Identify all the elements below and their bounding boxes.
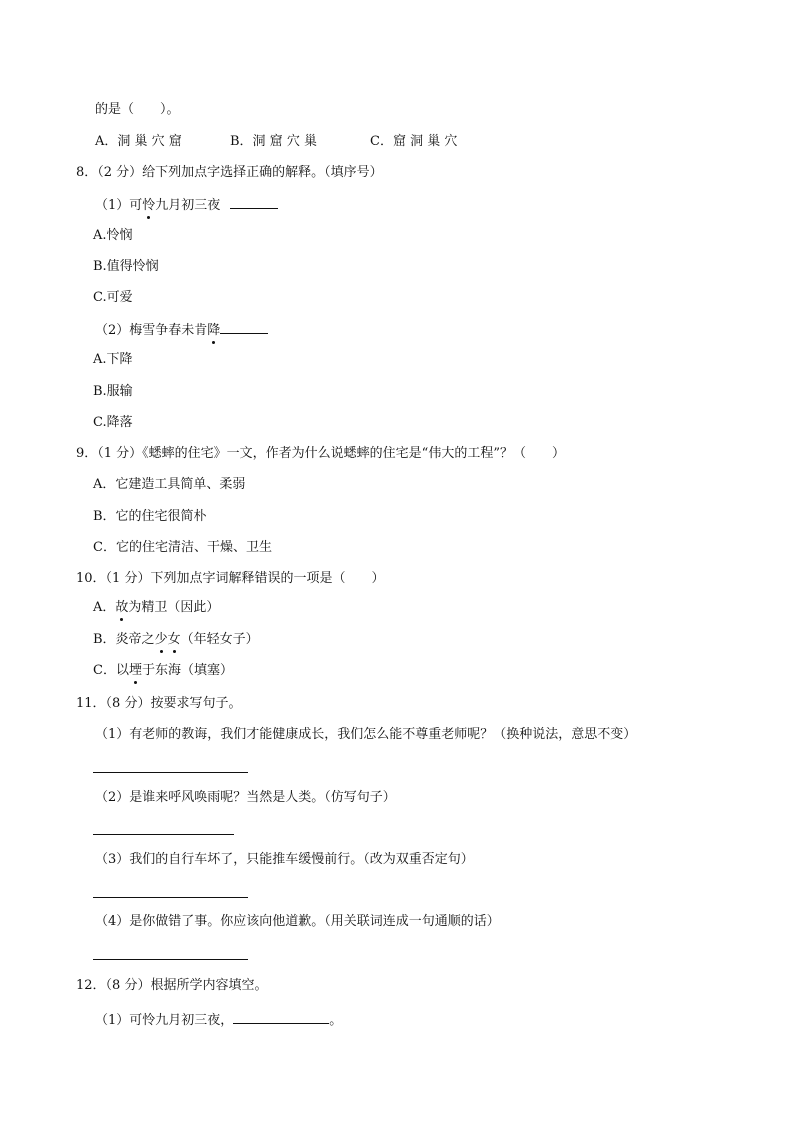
q10-option-b-dotted-char-1: 少 — [154, 632, 168, 647]
q12-sub1-prefix: （1）可怜九月初三夜， — [95, 1013, 234, 1028]
q8-sub1-option-a[interactable]: A.怜悯 — [93, 228, 133, 243]
q8-sub2-option-b[interactable]: B.服输 — [93, 384, 133, 399]
q10-option-c-suffix: 于东海（填塞） — [141, 663, 233, 678]
q12-stem: 12．（8 分）根据所学内容填空。 — [76, 978, 268, 993]
q8-sub2-option-a[interactable]: A.下降 — [93, 352, 133, 367]
q11-sub1: （1）有老师的教诲，我们才能健康成长，我们怎么能不尊重老师呢？（换种说法，意思不变） — [95, 727, 637, 742]
q8-sub2-dotted-char: 降 — [207, 323, 221, 338]
q11-sub4: （4）是你做错了事。你应该向他道歉。（用关联词连成一句通顺的话） — [95, 914, 500, 929]
q7-option-c[interactable]: C．窟 洞 巢 穴 — [370, 134, 458, 149]
q10-option-b-label: B．炎帝之 — [93, 632, 155, 647]
q8-sub1 — [95, 195, 278, 215]
q10-option-c[interactable] — [93, 662, 233, 680]
q10-option-b-suffix: （年轻女子） — [180, 632, 259, 647]
q11-sub2: （2）是谁来呼风唤雨呢？当然是人类。（仿写句子） — [95, 790, 396, 805]
q8-sub1-suffix: 九月初三夜 — [155, 198, 221, 213]
q10-option-b-dotted-char-2: 女 — [167, 632, 181, 647]
q8-sub1-dotted-char: 怜 — [142, 198, 156, 213]
q11-stem: 11．（8 分）按要求写句子。 — [76, 696, 242, 711]
q7-options — [95, 133, 457, 151]
q9-stem: 9．（1 分）《蟋蟀的住宅》一文，作者为什么说蟋蟀的住宅是“伟大的工程”？（ ） — [76, 446, 565, 461]
q10-option-c-label: C．以 — [93, 663, 129, 678]
q9-option-a[interactable]: A．它建造工具简单、柔弱 — [93, 477, 246, 492]
q8-sub2-answer-blank[interactable] — [220, 320, 268, 334]
q8-sub1-prefix: （1）可 — [95, 198, 143, 213]
q8-sub2-prefix: （2）梅雪争春未肯 — [95, 323, 208, 338]
q12-sub1 — [95, 1010, 342, 1030]
q9-option-c[interactable]: C．它的住宅清洁、干燥、卫生 — [93, 540, 272, 555]
q10-option-a-label: A． — [93, 600, 116, 615]
q7-option-b[interactable]: B．洞 窟 穴 巢 — [230, 134, 317, 149]
q8-sub1-option-c[interactable]: C.可爱 — [93, 290, 133, 305]
q11-sub2-answer-line[interactable] — [93, 834, 234, 835]
q8-sub1-option-b[interactable]: B.值得怜悯 — [93, 259, 159, 274]
q8-sub1-answer-blank[interactable] — [230, 195, 278, 209]
q11-sub1-answer-line[interactable] — [93, 772, 248, 773]
q9-option-b[interactable]: B．它的住宅很简朴 — [93, 509, 207, 524]
q11-sub4-answer-line[interactable] — [93, 959, 248, 960]
q11-sub3-answer-line[interactable] — [93, 897, 248, 898]
q11-sub3: （3）我们的自行车坏了，只能推车缓慢前行。（改为双重否定句） — [95, 852, 474, 867]
q12-sub1-suffix: 。 — [329, 1013, 343, 1028]
q10-option-a-suffix: 为精卫（因此） — [128, 600, 220, 615]
q12-sub1-answer-blank[interactable] — [233, 1010, 329, 1024]
q10-option-a-dotted-char: 故 — [115, 600, 129, 615]
q10-stem: 10．（1 分）下列加点字词解释错误的一项是（ ） — [76, 571, 385, 586]
q10-option-a[interactable] — [93, 599, 219, 617]
q10-option-c-dotted-char: 堙 — [128, 663, 142, 678]
q8-sub2 — [95, 320, 268, 340]
q8-stem: 8．（2 分）给下列加点字选择正确的解释。（填序号） — [76, 165, 383, 180]
q10-option-b[interactable] — [93, 631, 259, 649]
q7-stem-tail: 的是（ ）。 — [95, 102, 180, 117]
q8-sub2-option-c[interactable]: C.降落 — [93, 415, 133, 430]
q7-option-a[interactable]: A．洞 巢 穴 窟 — [95, 134, 182, 149]
